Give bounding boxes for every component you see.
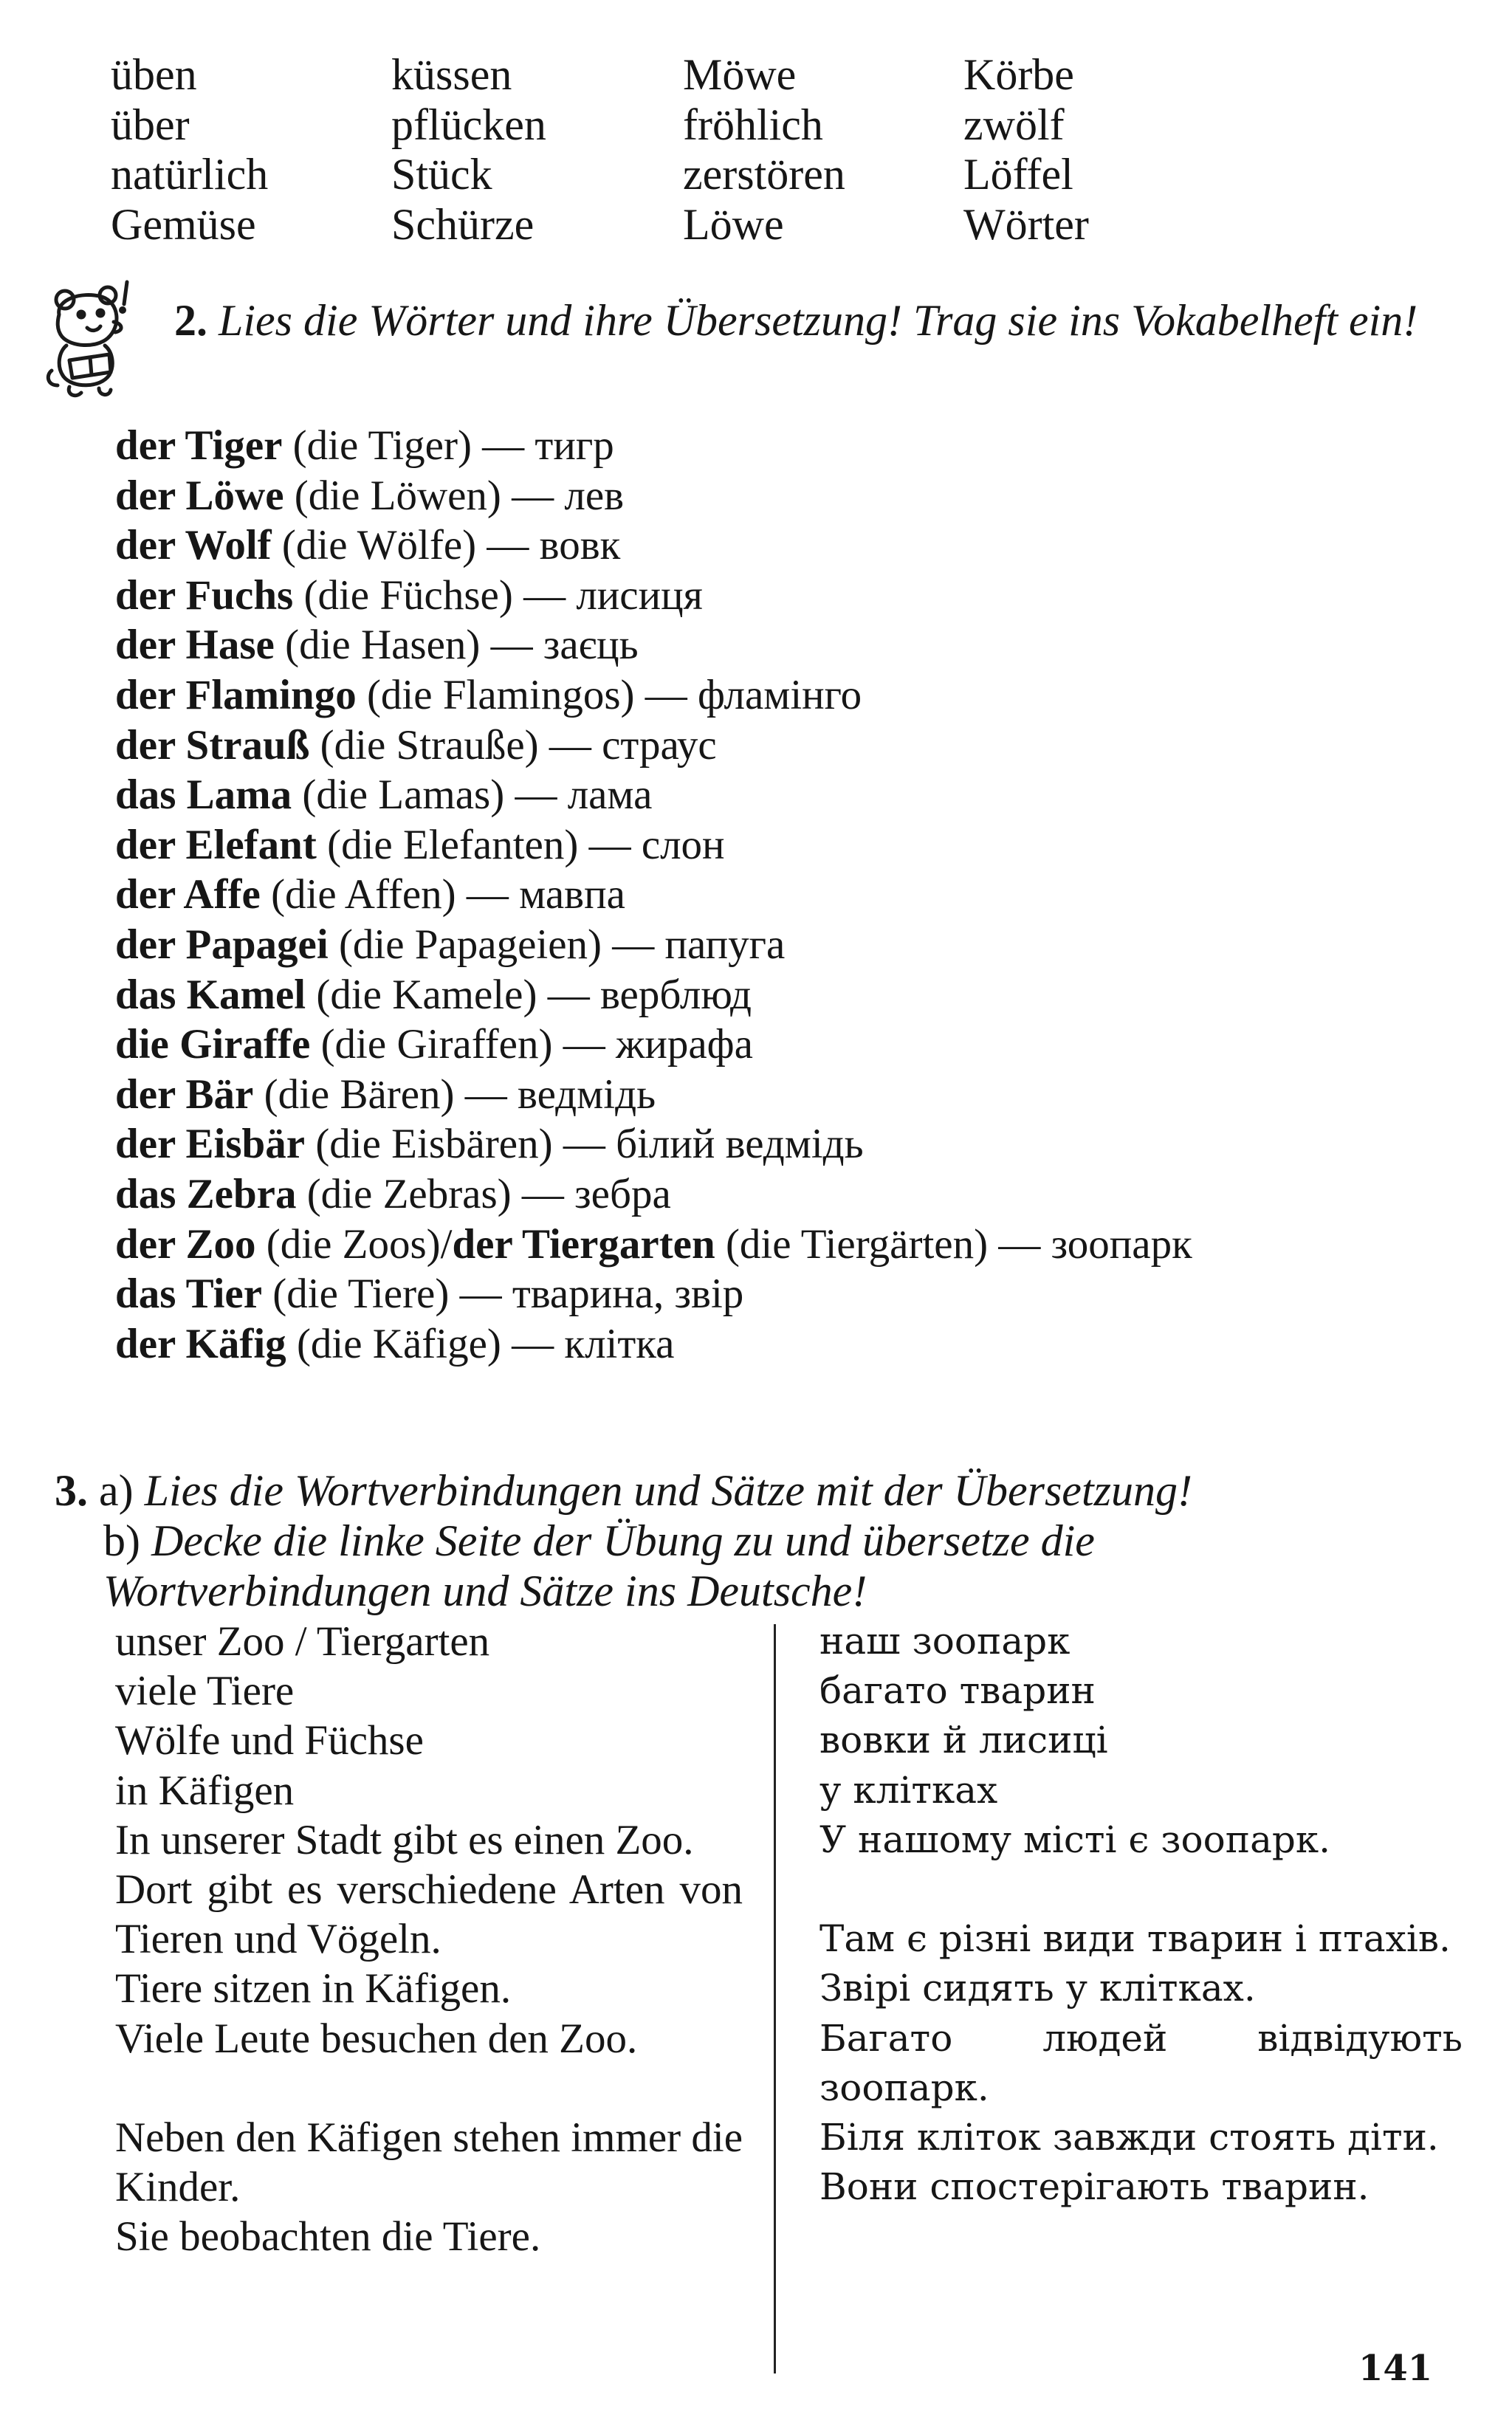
german-phrase: Neben den Käfigen stehen immer die Kinder. [115, 2114, 743, 2211]
vocab-translation: жирафа [615, 1021, 753, 1068]
vocab-word: der Tiergarten [452, 1220, 715, 1268]
vocab-translation: слон [641, 821, 725, 868]
word: über [111, 100, 190, 149]
vocab-entry [115, 870, 1463, 920]
word: Wörter [963, 199, 1089, 249]
vocabulary-list [115, 421, 1463, 1369]
german-phrase: viele Tiere [115, 1668, 295, 1715]
vocab-translation: лев [564, 472, 625, 519]
vocab-dash: — [645, 671, 687, 718]
word-column-4 [963, 50, 1244, 250]
word: Stück [391, 150, 492, 199]
exercise-number: 2. [174, 296, 207, 345]
ukrainian-column [819, 1617, 1463, 2212]
vocab-word: der Strauß [115, 721, 310, 769]
vocab-entry [115, 920, 1463, 970]
word: fröhlich [683, 100, 823, 149]
word-column-2 [391, 50, 672, 250]
german-phrase: in Käfigen [115, 1767, 295, 1814]
word: üben [111, 50, 197, 99]
vocab-dash: — [549, 721, 591, 769]
vocab-word: die Giraffe [115, 1021, 311, 1068]
vocab-plural: (die Tiergärten) [725, 1220, 989, 1268]
vocab-translation: вовк [539, 522, 621, 569]
part-a-instruction: Lies die Wortverbindungen und Sätze mit der Übersetzung! [144, 1466, 1192, 1515]
ukrainian-phrase: Багато людей відвідують зоопарк. [819, 2016, 1463, 2109]
word: zwölf [963, 100, 1065, 149]
vocab-entry [115, 421, 1463, 471]
vocab-plural: (die Strauße) [320, 721, 539, 769]
vocab-word: das Kamel [115, 971, 306, 1018]
word-column-1 [111, 50, 391, 250]
vocab-plural: (die Wölfe) [281, 522, 477, 569]
vocab-word: der Papagei [115, 921, 329, 968]
vocab-dash: — [547, 971, 590, 1018]
vocab-dash: — [588, 821, 631, 868]
vocab-dash: — [466, 871, 509, 918]
vocab-translation: тигр [535, 422, 614, 469]
ukrainian-phrase: Біля кліток завжди стоять діти. [819, 2116, 1439, 2159]
word: pflücken [391, 100, 546, 149]
ukrainian-phrase: у клітках [819, 1768, 998, 1812]
vocab-translation: мавпа [519, 871, 625, 918]
vocab-entry [115, 970, 1463, 1020]
vocab-dash: — [523, 571, 566, 619]
vocab-translation: білий ведмідь [616, 1121, 864, 1168]
word: zerstören [683, 150, 845, 199]
part-b-label: b) [103, 1516, 140, 1565]
ukrainian-phrase: багато тварин [819, 1669, 1096, 1713]
exercise-3-part-b [55, 1516, 1463, 1566]
vocab-dash: — [612, 921, 655, 968]
vocab-entry-zoo [115, 1220, 1463, 1270]
part-b-instruction-line-1: Decke die linke Seite der Übung zu und übersetze die [151, 1516, 1095, 1565]
ukrainian-phrase: Звірі сидять у клітках. [819, 1967, 1256, 2010]
vocab-entry [115, 1020, 1463, 1070]
vocab-word: der Käfig [115, 1320, 286, 1367]
vocab-plural: (die Lamas) [302, 771, 505, 819]
vocab-word: der Elefant [115, 821, 317, 868]
exercise-2-header [174, 295, 1463, 346]
german-phrase: Sie beobachten die Tiere. [115, 2213, 541, 2261]
part-a-label: a) [99, 1466, 134, 1515]
word: Löffel [963, 150, 1073, 199]
vocab-entry [115, 1319, 1463, 1369]
vocab-translation: зебра [574, 1170, 671, 1217]
vocab-translation: страус [602, 721, 717, 769]
vocab-dash: — [490, 622, 533, 669]
word-column-3 [683, 50, 963, 250]
vocab-entry [115, 1070, 1463, 1120]
word: Gemüse [111, 199, 256, 249]
vocab-dash: — [459, 1271, 502, 1318]
vocab-word: der Hase [115, 622, 275, 669]
vocab-translation: верблюд [599, 971, 752, 1018]
exercise-3-header [55, 1465, 1463, 1616]
vocab-translation: лисиця [576, 571, 703, 619]
vocab-word: der Fuchs [115, 571, 294, 619]
vocab-dash: — [464, 1070, 507, 1118]
vocab-plural: (die Zebras) [306, 1170, 512, 1217]
german-phrase: Dort gibt es verschiedene Arten von Tieren und Vögeln. [115, 1866, 743, 1963]
german-phrase: Tiere sitzen in Käfigen. [115, 1965, 512, 2012]
german-column [115, 1617, 743, 2262]
vocab-plural: (die Käfige) [296, 1320, 501, 1367]
vocab-dash: — [512, 1320, 554, 1367]
vocab-translation: заєць [543, 622, 639, 669]
word: Möwe [683, 50, 797, 99]
ukrainian-phrase: Там є різні види тварин і птахів. [819, 1917, 1451, 1961]
vocab-entry [115, 471, 1463, 521]
vocab-dash: — [998, 1220, 1041, 1268]
vocab-word: das Tier [115, 1271, 263, 1318]
vocab-entry [115, 1169, 1463, 1220]
german-phrase: Wölfe und Füchse [115, 1717, 424, 1764]
exercise-3-part-a [55, 1465, 1463, 1516]
vocab-word: das Lama [115, 771, 292, 819]
vocab-word: der Bär [115, 1070, 254, 1118]
word: küssen [391, 50, 512, 99]
vocab-dash: — [563, 1121, 605, 1168]
vocab-translation: клітка [564, 1320, 675, 1367]
vocab-plural: (die Tiere) [272, 1271, 450, 1318]
vocab-translation: фламінго [698, 671, 862, 718]
vocab-dash: — [515, 771, 557, 819]
vocab-translation: лама [567, 771, 653, 819]
vocab-dash: — [482, 422, 525, 469]
vocab-plural: (die Zoos)/ [266, 1220, 453, 1268]
word: Schürze [391, 199, 535, 249]
page-number: 141 [1358, 2348, 1433, 2389]
vocab-dash: — [521, 1170, 564, 1217]
vocab-translation: папуга [664, 921, 786, 968]
vocab-plural: (die Bären) [264, 1070, 455, 1118]
vocab-word: der Eisbär [115, 1121, 306, 1168]
vocab-word: der Zoo [115, 1220, 256, 1268]
vocab-entry [115, 1269, 1463, 1319]
vocab-translation: зоопарк [1051, 1220, 1192, 1268]
exercise-instruction: Lies die Wörter und ihre Übersetzung! Trag sie ins Vokabelheft ein! [219, 296, 1418, 345]
vocab-word: der Flamingo [115, 671, 357, 718]
vocab-entry [115, 721, 1463, 771]
word: natürlich [111, 150, 269, 199]
vocab-translation: тварина, звір [512, 1271, 744, 1318]
vocab-entry [115, 770, 1463, 820]
vocab-entry [115, 1119, 1463, 1169]
vocab-plural: (die Löwen) [294, 472, 501, 519]
vocab-plural: (die Giraffen) [320, 1021, 553, 1068]
vocab-entry [115, 620, 1463, 670]
ukrainian-phrase: Вони спостерігають тварин. [819, 2165, 1370, 2209]
word: Körbe [963, 50, 1074, 99]
vocab-entry [115, 571, 1463, 621]
vocab-plural: (die Affen) [271, 871, 456, 918]
vocab-entry [115, 520, 1463, 571]
vocab-word: der Löwe [115, 472, 284, 519]
vocab-plural: (die Tiger) [292, 422, 472, 469]
vocab-plural: (die Papageien) [338, 921, 602, 968]
vocab-word: der Wolf [115, 522, 272, 569]
word: Löwe [683, 199, 784, 249]
vocab-plural: (die Flamingos) [366, 671, 635, 718]
vocab-entry [115, 820, 1463, 870]
vocab-plural: (die Elefanten) [327, 821, 579, 868]
vocab-dash: — [512, 472, 554, 519]
ukrainian-phrase: наш зоопарк [819, 1620, 1071, 1663]
vocab-word: der Tiger [115, 422, 283, 469]
vocab-entry [115, 670, 1463, 721]
part-b-instruction-line-2: Wortverbindungen und Sätze ins Deutsche! [103, 1567, 867, 1615]
german-phrase: In unserer Stadt gibt es einen Zoo. [115, 1816, 694, 1863]
bear-reading-icon [37, 278, 140, 403]
ukrainian-phrase: У нашому місті є зоопарк. [819, 1818, 1331, 1861]
vocab-word: der Affe [115, 871, 261, 918]
vocab-dash: — [563, 1021, 605, 1068]
exercise-number: 3. [55, 1466, 88, 1515]
vocab-plural: (die Kamele) [316, 971, 537, 1018]
vocab-plural: (die Füchse) [303, 571, 513, 619]
german-phrase: unser Zoo / Tiergarten [115, 1618, 490, 1665]
german-phrase: Viele Leute besuchen den Zoo. [115, 2015, 638, 2062]
vocab-translation: ведмідь [518, 1070, 656, 1118]
vocab-plural: (die Eisbären) [315, 1121, 553, 1168]
vocab-dash: — [487, 522, 529, 569]
vocab-word: das Zebra [115, 1170, 297, 1217]
vocab-plural: (die Hasen) [285, 622, 481, 669]
column-divider [774, 1624, 776, 2373]
ukrainian-phrase: вовки й лисиці [819, 1719, 1108, 1762]
